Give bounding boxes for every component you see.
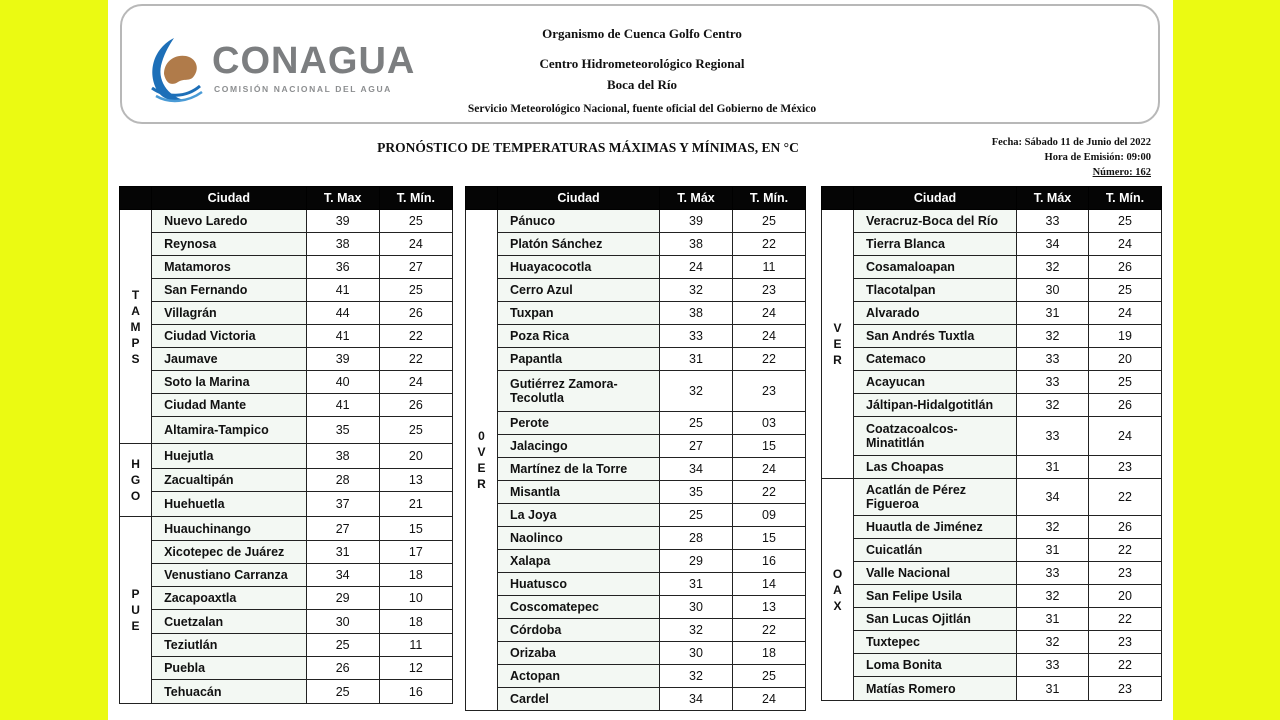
min-temp-cell: 24 <box>733 302 806 325</box>
issue-number: Número: 162 <box>1092 167 1151 178</box>
min-temp-cell: 20 <box>1089 585 1162 608</box>
table-row <box>822 371 1162 394</box>
min-temp-cell: 24 <box>733 325 806 348</box>
min-temp-cell: 25 <box>1089 279 1162 302</box>
max-temp-cell: 41 <box>306 325 379 348</box>
table-row <box>822 348 1162 371</box>
min-temp-cell: 16 <box>733 550 806 573</box>
max-temp-cell: 31 <box>1017 456 1089 479</box>
city-cell: Matías Romero <box>854 677 1017 701</box>
city-cell: Reynosa <box>152 233 306 256</box>
header-line-servicio: Servicio Meteorológico Nacional, fuente oficial del Gobierno de México <box>467 103 817 115</box>
table-row <box>822 539 1162 562</box>
min-temp-cell: 10 <box>379 587 452 610</box>
min-temp-cell: 17 <box>379 541 452 564</box>
max-temp-cell: 41 <box>306 279 379 302</box>
min-temp-cell: 03 <box>733 412 806 435</box>
min-temp-cell: 22 <box>379 348 452 371</box>
min-temp-cell: 22 <box>1089 608 1162 631</box>
min-temp-cell: 23 <box>1089 631 1162 654</box>
table-row <box>120 394 453 417</box>
city-cell: Zacualtipán <box>152 469 306 492</box>
city-cell: Altamira-Tampico <box>152 417 306 444</box>
table-row <box>466 619 806 642</box>
max-temp-cell: 31 <box>660 348 733 371</box>
city-cell: Acayucan <box>854 371 1017 394</box>
logo-wordmark: CONAGUA <box>212 40 416 82</box>
state-label: T A M P S <box>120 210 152 444</box>
table-row <box>120 256 453 279</box>
max-temp-cell: 29 <box>660 550 733 573</box>
forecast-table-tamps-hgo-pue <box>119 186 453 704</box>
table-row <box>822 677 1162 701</box>
city-cell: Actopan <box>498 665 660 688</box>
city-cell: Tuxtepec <box>854 631 1017 654</box>
min-temp-cell: 25 <box>733 210 806 233</box>
max-temp-cell: 39 <box>660 210 733 233</box>
city-cell: Loma Bonita <box>854 654 1017 677</box>
city-cell: Huejutla <box>152 444 306 469</box>
max-temp-cell: 33 <box>1017 562 1089 585</box>
max-temp-cell: 31 <box>660 573 733 596</box>
max-temp-cell: 32 <box>660 619 733 642</box>
city-cell: Valle Nacional <box>854 562 1017 585</box>
min-temp-cell: 25 <box>379 210 452 233</box>
state-label: 0 V E R <box>466 210 498 711</box>
max-temp-cell: 30 <box>1017 279 1089 302</box>
city-cell: Ciudad Mante <box>152 394 306 417</box>
table-row <box>822 516 1162 539</box>
max-temp-cell: 38 <box>306 233 379 256</box>
min-temp-cell: 18 <box>379 564 452 587</box>
table-row <box>120 587 453 610</box>
table-row <box>466 458 806 481</box>
max-temp-cell: 34 <box>660 688 733 711</box>
min-temp-column-header: T. Mín. <box>379 187 452 210</box>
max-temp-cell: 33 <box>1017 417 1089 456</box>
city-cell: Cuicatlán <box>854 539 1017 562</box>
city-cell: Nuevo Laredo <box>152 210 306 233</box>
city-cell: Poza Rica <box>498 325 660 348</box>
min-temp-cell: 25 <box>1089 371 1162 394</box>
max-temp-cell: 29 <box>306 587 379 610</box>
max-temp-cell: 32 <box>1017 394 1089 417</box>
table-row <box>120 348 453 371</box>
city-cell: Cosamaloapan <box>854 256 1017 279</box>
min-temp-cell: 24 <box>379 233 452 256</box>
min-temp-cell: 22 <box>379 325 452 348</box>
max-temp-cell: 25 <box>660 504 733 527</box>
city-cell: Cuetzalan <box>152 610 306 634</box>
table-row <box>466 481 806 504</box>
city-cell: Pánuco <box>498 210 660 233</box>
table-row <box>466 371 806 412</box>
logo-subtitle: COMISIÓN NACIONAL DEL AGUA <box>214 84 392 94</box>
table-row <box>120 325 453 348</box>
city-cell: San Felipe Usila <box>854 585 1017 608</box>
max-temp-cell: 25 <box>306 680 379 704</box>
min-temp-cell: 26 <box>1089 394 1162 417</box>
max-temp-cell: 25 <box>306 634 379 657</box>
header-line-centro: Centro Hidrometeorológico Regional <box>539 56 745 71</box>
city-cell: Puebla <box>152 657 306 680</box>
max-temp-cell: 32 <box>1017 585 1089 608</box>
table-row <box>466 550 806 573</box>
min-temp-cell: 23 <box>733 371 806 412</box>
min-temp-cell: 19 <box>1089 325 1162 348</box>
min-temp-cell: 14 <box>733 573 806 596</box>
city-cell: Huauchinango <box>152 517 306 541</box>
max-temp-cell: 38 <box>306 444 379 469</box>
min-temp-cell: 22 <box>1089 654 1162 677</box>
city-cell: Tlacotalpan <box>854 279 1017 302</box>
min-temp-cell: 13 <box>379 469 452 492</box>
min-temp-cell: 11 <box>379 634 452 657</box>
conagua-emblem-icon <box>144 34 208 104</box>
min-temp-cell: 24 <box>733 688 806 711</box>
table-row <box>822 210 1162 233</box>
table-row <box>822 608 1162 631</box>
city-cell: Jalacingo <box>498 435 660 458</box>
state-label: V E R <box>822 210 854 479</box>
city-cell: Zacapoaxtla <box>152 587 306 610</box>
min-temp-cell: 21 <box>379 492 452 517</box>
table-row <box>822 456 1162 479</box>
header-line-organismo: Organismo de Cuenca Golfo Centro <box>542 26 742 41</box>
table-row <box>822 585 1162 608</box>
city-cell: San Lucas Ojitlán <box>854 608 1017 631</box>
table-row <box>120 657 453 680</box>
min-temp-cell: 23 <box>1089 677 1162 701</box>
city-cell: Huehuetla <box>152 492 306 517</box>
max-temp-cell: 27 <box>306 517 379 541</box>
min-temp-cell: 22 <box>733 348 806 371</box>
city-cell: Matamoros <box>152 256 306 279</box>
city-cell: Jaumave <box>152 348 306 371</box>
table-row <box>466 527 806 550</box>
min-temp-column-header: T. Mín. <box>1089 187 1162 210</box>
max-temp-cell: 33 <box>660 325 733 348</box>
min-temp-cell: 25 <box>379 417 452 444</box>
state-label: H G O <box>120 444 152 517</box>
max-temp-cell: 32 <box>660 665 733 688</box>
table-row <box>120 371 453 394</box>
max-temp-cell: 41 <box>306 394 379 417</box>
min-temp-cell: 26 <box>1089 256 1162 279</box>
max-temp-column-header: T. Max <box>306 187 379 210</box>
table-row <box>120 680 453 704</box>
city-column-header: Ciudad <box>854 187 1017 210</box>
max-temp-cell: 32 <box>1017 516 1089 539</box>
min-temp-cell: 12 <box>379 657 452 680</box>
min-temp-cell: 26 <box>379 394 452 417</box>
max-temp-cell: 30 <box>660 596 733 619</box>
table-row <box>466 325 806 348</box>
max-temp-cell: 32 <box>1017 631 1089 654</box>
city-cell: Las Choapas <box>854 456 1017 479</box>
min-temp-cell: 15 <box>379 517 452 541</box>
table-row <box>120 469 453 492</box>
city-cell: Tierra Blanca <box>854 233 1017 256</box>
min-temp-cell: 16 <box>379 680 452 704</box>
city-cell: Córdoba <box>498 619 660 642</box>
max-temp-cell: 38 <box>660 302 733 325</box>
table-row <box>120 417 453 444</box>
min-temp-cell: 23 <box>733 279 806 302</box>
table-row <box>466 412 806 435</box>
city-cell: Xalapa <box>498 550 660 573</box>
min-temp-cell: 13 <box>733 596 806 619</box>
forecast-table-ver-oax <box>821 186 1162 701</box>
max-temp-cell: 33 <box>1017 654 1089 677</box>
table-row <box>466 573 806 596</box>
min-temp-cell: 11 <box>733 256 806 279</box>
forecast-sheet <box>108 0 1173 720</box>
table-row <box>120 517 453 541</box>
city-cell: San Andrés Tuxtla <box>854 325 1017 348</box>
max-temp-cell: 24 <box>660 256 733 279</box>
city-cell: Naolinco <box>498 527 660 550</box>
min-temp-cell: 23 <box>1089 562 1162 585</box>
city-cell: San Fernando <box>152 279 306 302</box>
city-cell: Teziutlán <box>152 634 306 657</box>
max-temp-cell: 34 <box>1017 233 1089 256</box>
min-temp-cell: 15 <box>733 435 806 458</box>
city-cell: Orizaba <box>498 642 660 665</box>
table-row <box>120 233 453 256</box>
min-temp-cell: 24 <box>379 371 452 394</box>
max-temp-column-header: T. Máx <box>1017 187 1089 210</box>
city-cell: Huatusco <box>498 573 660 596</box>
min-temp-cell: 25 <box>379 279 452 302</box>
table-row <box>822 302 1162 325</box>
header-line-boca: Boca del Río <box>606 77 678 92</box>
forecast-table-north-ver <box>465 186 806 711</box>
issue-metadata <box>992 135 1151 180</box>
table-row <box>822 279 1162 302</box>
city-cell: Venustiano Carranza <box>152 564 306 587</box>
max-temp-cell: 31 <box>306 541 379 564</box>
max-temp-cell: 28 <box>660 527 733 550</box>
min-temp-cell: 25 <box>1089 210 1162 233</box>
min-temp-cell: 24 <box>1089 302 1162 325</box>
city-cell: Papantla <box>498 348 660 371</box>
min-temp-cell: 15 <box>733 527 806 550</box>
city-column-header: Ciudad <box>498 187 660 210</box>
min-temp-cell: 24 <box>1089 417 1162 456</box>
max-temp-cell: 35 <box>306 417 379 444</box>
table-row <box>120 279 453 302</box>
max-temp-cell: 44 <box>306 302 379 325</box>
state-label: O A X <box>822 479 854 701</box>
table-row <box>822 654 1162 677</box>
max-temp-cell: 35 <box>660 481 733 504</box>
max-temp-cell: 32 <box>1017 256 1089 279</box>
table-row <box>120 210 453 233</box>
issue-time: Hora de Emisión: 09:00 <box>1044 152 1151 163</box>
city-cell: Acatlán de Pérez Figueroa <box>854 479 1017 516</box>
city-cell: Gutiérrez Zamora-Tecolutla <box>498 371 660 412</box>
city-cell: Misantla <box>498 481 660 504</box>
min-temp-cell: 24 <box>1089 233 1162 256</box>
table-row <box>466 688 806 711</box>
max-temp-cell: 39 <box>306 210 379 233</box>
city-cell: Perote <box>498 412 660 435</box>
city-cell: Huautla de Jiménez <box>854 516 1017 539</box>
city-cell: Martínez de la Torre <box>498 458 660 481</box>
city-cell: Huayacocotla <box>498 256 660 279</box>
min-temp-cell: 18 <box>733 642 806 665</box>
max-temp-cell: 30 <box>660 642 733 665</box>
min-temp-cell: 27 <box>379 256 452 279</box>
min-temp-cell: 22 <box>1089 539 1162 562</box>
max-temp-cell: 38 <box>660 233 733 256</box>
min-temp-cell: 22 <box>1089 479 1162 516</box>
max-temp-cell: 31 <box>1017 608 1089 631</box>
max-temp-cell: 25 <box>660 412 733 435</box>
table-row <box>822 631 1162 654</box>
max-temp-cell: 33 <box>1017 348 1089 371</box>
header-box <box>120 4 1160 124</box>
min-temp-cell: 20 <box>1089 348 1162 371</box>
city-column-header: Ciudad <box>152 187 306 210</box>
table-row <box>120 541 453 564</box>
table-row <box>466 504 806 527</box>
max-temp-cell: 34 <box>306 564 379 587</box>
city-cell: Soto la Marina <box>152 371 306 394</box>
city-cell: Tuxpan <box>498 302 660 325</box>
city-cell: Coscomatepec <box>498 596 660 619</box>
max-temp-cell: 33 <box>1017 210 1089 233</box>
table-row <box>466 348 806 371</box>
city-cell: Ciudad Victoria <box>152 325 306 348</box>
table-row <box>466 233 806 256</box>
min-temp-cell: 26 <box>1089 516 1162 539</box>
table-row <box>822 394 1162 417</box>
max-temp-cell: 27 <box>660 435 733 458</box>
min-temp-cell: 22 <box>733 619 806 642</box>
max-temp-cell: 31 <box>1017 539 1089 562</box>
min-temp-cell: 20 <box>379 444 452 469</box>
city-cell: Alvarado <box>854 302 1017 325</box>
table-row <box>120 610 453 634</box>
table-row <box>120 302 453 325</box>
table-row <box>822 325 1162 348</box>
min-temp-cell: 22 <box>733 233 806 256</box>
min-temp-cell: 23 <box>1089 456 1162 479</box>
city-cell: Xicotepec de Juárez <box>152 541 306 564</box>
max-temp-cell: 31 <box>1017 302 1089 325</box>
max-temp-cell: 32 <box>660 371 733 412</box>
table-row <box>466 302 806 325</box>
city-cell: Villagrán <box>152 302 306 325</box>
min-temp-cell: 25 <box>733 665 806 688</box>
min-temp-cell: 18 <box>379 610 452 634</box>
table-row <box>466 665 806 688</box>
page-title: PRONÓSTICO DE TEMPERATURAS MÁXIMAS Y MÍNIMAS, EN °C <box>377 140 799 155</box>
max-temp-column-header: T. Máx <box>660 187 733 210</box>
max-temp-cell: 26 <box>306 657 379 680</box>
city-cell: Catemaco <box>854 348 1017 371</box>
state-header-cell <box>822 187 854 210</box>
min-temp-cell: 24 <box>733 458 806 481</box>
table-row <box>120 564 453 587</box>
issue-date: Fecha: Sábado 11 de Junio del 2022 <box>991 137 1151 148</box>
table-row <box>120 492 453 517</box>
min-temp-column-header: T. Mín. <box>733 187 806 210</box>
max-temp-cell: 36 <box>306 256 379 279</box>
max-temp-cell: 40 <box>306 371 379 394</box>
city-cell: Cardel <box>498 688 660 711</box>
table-row <box>466 210 806 233</box>
table-row <box>120 444 453 469</box>
state-header-cell <box>466 187 498 210</box>
min-temp-cell: 09 <box>733 504 806 527</box>
city-cell: La Joya <box>498 504 660 527</box>
city-cell: Cerro Azul <box>498 279 660 302</box>
city-cell: Tehuacán <box>152 680 306 704</box>
max-temp-cell: 28 <box>306 469 379 492</box>
city-cell: Veracruz-Boca del Río <box>854 210 1017 233</box>
table-row <box>822 256 1162 279</box>
table-row <box>466 596 806 619</box>
max-temp-cell: 32 <box>1017 325 1089 348</box>
table-row <box>466 642 806 665</box>
max-temp-cell: 37 <box>306 492 379 517</box>
min-temp-cell: 26 <box>379 302 452 325</box>
state-label: P U E <box>120 517 152 704</box>
min-temp-cell: 22 <box>733 481 806 504</box>
max-temp-cell: 34 <box>660 458 733 481</box>
city-cell: Jáltipan-Hidalgotitlán <box>854 394 1017 417</box>
max-temp-cell: 30 <box>306 610 379 634</box>
table-row <box>822 417 1162 456</box>
max-temp-cell: 32 <box>660 279 733 302</box>
city-cell: Coatzacoalcos-Minatitlán <box>854 417 1017 456</box>
table-row <box>466 256 806 279</box>
city-cell: Platón Sánchez <box>498 233 660 256</box>
max-temp-cell: 33 <box>1017 371 1089 394</box>
table-row <box>822 562 1162 585</box>
table-row <box>822 479 1162 516</box>
max-temp-cell: 39 <box>306 348 379 371</box>
table-row <box>466 279 806 302</box>
max-temp-cell: 31 <box>1017 677 1089 701</box>
state-header-cell <box>120 187 152 210</box>
table-row <box>466 435 806 458</box>
max-temp-cell: 34 <box>1017 479 1089 516</box>
table-row <box>120 634 453 657</box>
table-row <box>822 233 1162 256</box>
